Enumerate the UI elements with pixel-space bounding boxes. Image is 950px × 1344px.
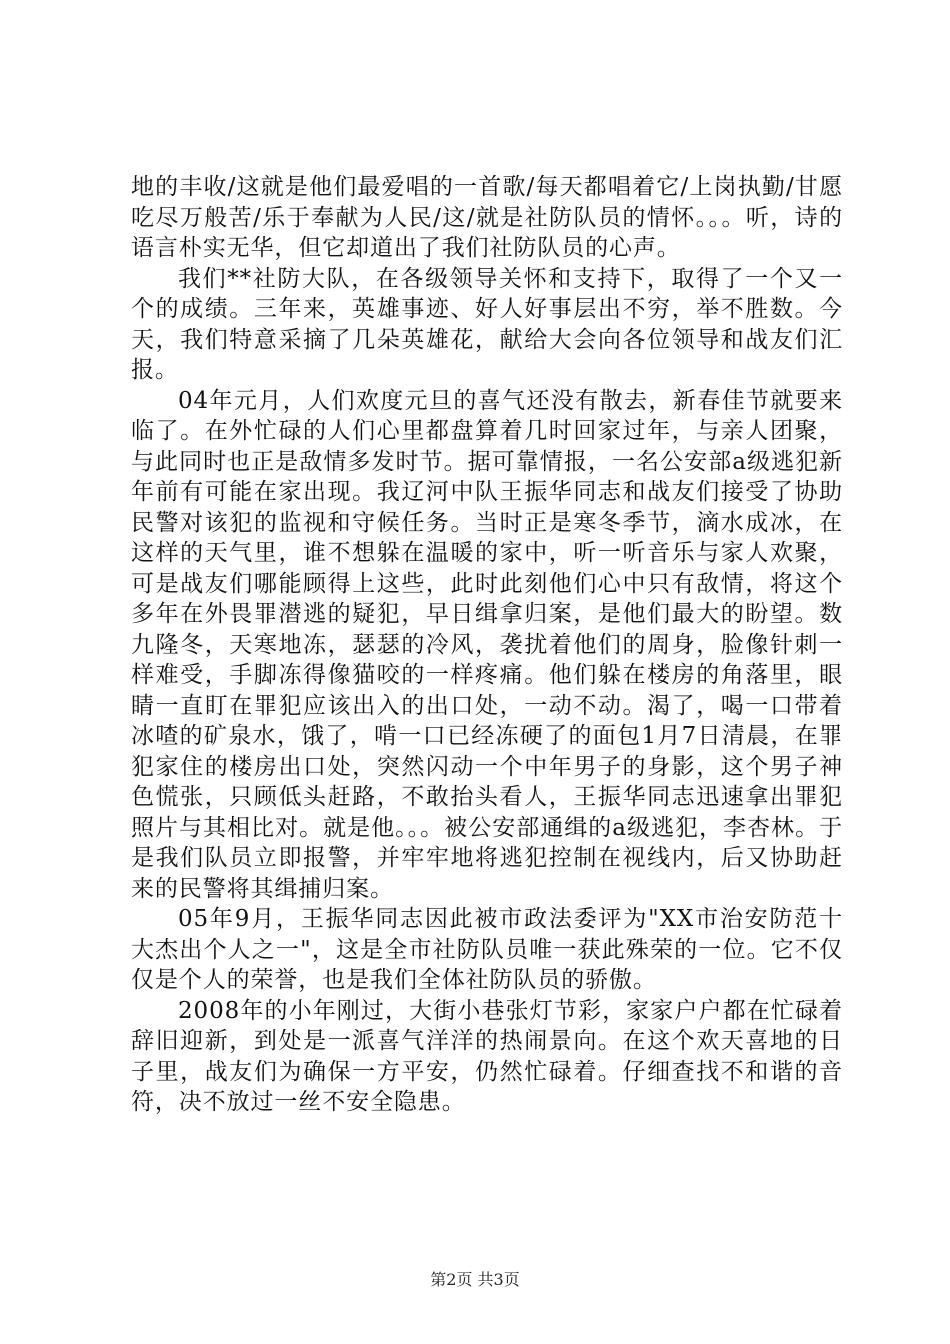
paragraph-2: 我们**社防大队，在各级领导关怀和支持下，取得了一个又一个的成绩。三年来，英雄事迹、好人好事层出不穷，举不胜数。今天，我们特意采摘了几朵英雄花，献给大会向各位领导和战友们汇报。 (131, 265, 843, 383)
paragraph-4: 05年9月，王振华同志因此被市政法委评为"XX市治安防范十大杰出个人之一"，这是全市社防队员唯一获此殊荣的一位。它不仅仅是个人的荣誉，也是我们全体社防队员的骄傲。 (131, 906, 843, 993)
document-body (131, 172, 843, 1118)
paragraph-5: 2008年的小年刚过，大街小巷张灯节彩，家家户户都在忙碌着辞旧迎新，到处是一派喜气洋洋的热闹景向。在这个欢天喜地的日子里，战友们为确保一方平安，仍然忙碌着。仔细查找不和谐的音符，决不放过一丝不安全隐患。 (131, 997, 843, 1115)
page-number-footer: 第2页 共3页 (430, 1270, 520, 1289)
paragraph-1: 地的丰收/这就是他们最爱唱的一首歌/每天都唱着它/上岗执勤/甘愿吃尽万般苦/乐于奉献为人民/这/就是社防队员的情怀。。。听，诗的语言朴实无华，但它却道出了我们社防队员的心声。 (131, 174, 843, 261)
paragraph-3: 04年元月，人们欢度元旦的喜气还没有散去，新春佳节就要来临了。在外忙碌的人们心里都盘算着几时回家过年，与亲人团聚，与此同时也正是敌情多发时节。据可靠情报，一名公安部a级逃犯新年前有可能在家出现。我辽河中队王振华同志和战友们接受了协助民警对该犯的监视和守候任务。当时正是寒冬季节，滴水成冰，在这样的天气里，谁不想躲在温暖的家中，听一听音乐与家人欢聚，可是战友们哪能顾得上这些，此时此刻他们心中只有敌情，将这个多年在外畏罪潜逃的疑犯，早日缉拿归案，是他们最大的盼望。数九隆冬，天寒地冻，瑟瑟的冷风，袭扰着他们的周身，脸像针刺一样难受，手脚冻得像猫咬的一样疼痛。他们躲在楼房的角落里，眼睛一直盯在罪犯应该出入的出口处，一动不动。渴了，喝一口带着冰喳的矿泉水，饿了，啃一口已经冻硬了的面包1月7日清晨，在罪犯家住的楼房出口处，突然闪动一个中年男子的身影，这个男子神色慌张，只顾低头赶路，不敢抬头看人，王振华同志迅速拿出罪犯照片与其相比对。就是他。。。被公安部通缉的a级逃犯，李杏林。于是我们队员立即报警，并牢牢地将逃犯控制在视线内，后又协助赶来的民警将其缉捕归案。 (131, 387, 843, 902)
